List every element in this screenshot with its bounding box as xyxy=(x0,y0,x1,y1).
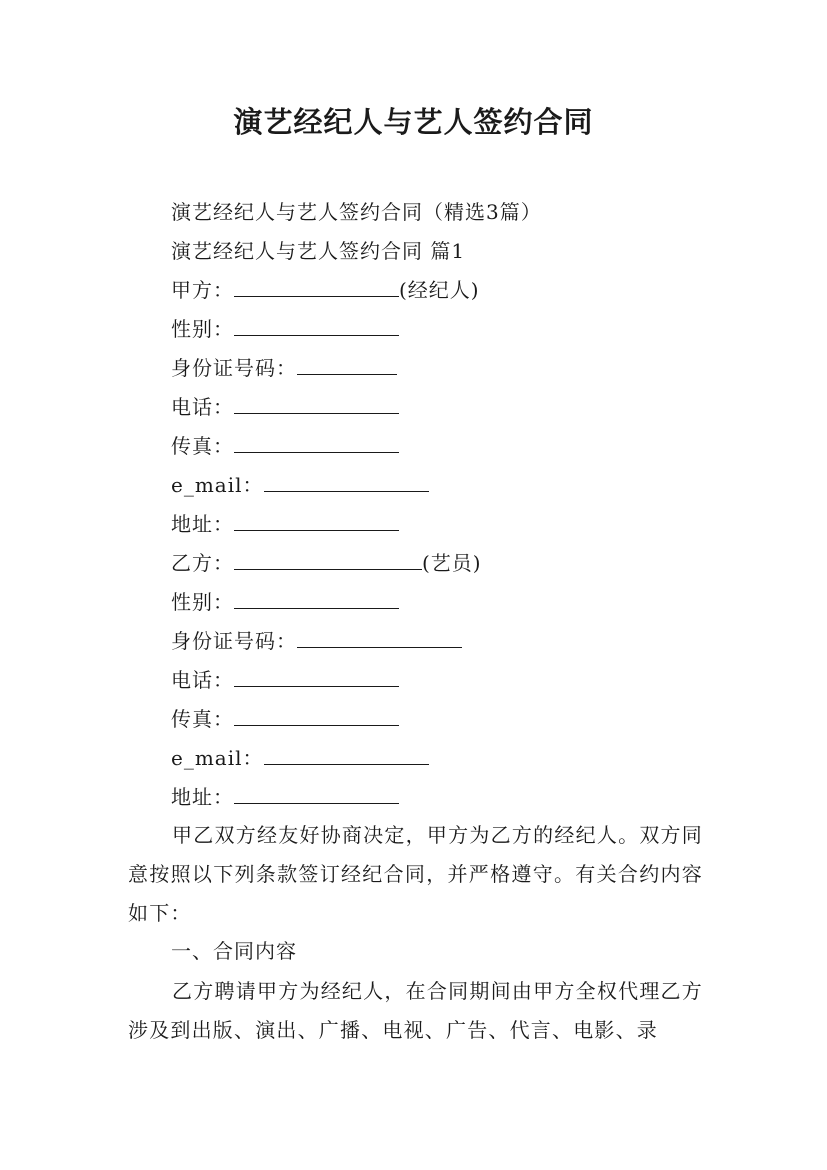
party-a-address-line xyxy=(171,509,399,539)
party-a-phone-blank xyxy=(234,392,399,414)
clause-1-heading: 一、合同内容 xyxy=(171,939,297,963)
party-b-line xyxy=(171,548,482,578)
party-b-gender-label: 性别： xyxy=(171,590,234,614)
party-b-gender-line xyxy=(171,587,399,617)
party-b-address-label: 地址： xyxy=(171,785,234,809)
party-b-email-label: e_mail： xyxy=(171,746,264,770)
party-b-id-line xyxy=(171,626,462,656)
party-a-address-label: 地址： xyxy=(171,512,234,536)
party-a-fax-line xyxy=(171,431,399,461)
section-heading: 演艺经纪人与艺人签约合同 篇1 xyxy=(171,239,466,263)
party-b-blank xyxy=(234,548,422,570)
document-title: 演艺经纪人与艺人签约合同 xyxy=(233,105,594,139)
party-a-phone-label: 电话： xyxy=(171,395,234,419)
party-a-gender-label: 性别： xyxy=(171,317,234,341)
clause-1-paragraph: 乙方聘请甲方为经纪人，在合同期间由甲方全权代理乙方涉及到出版、演出、广播、电视、广告、代言、电影、录 xyxy=(128,979,703,1042)
party-a-id-blank xyxy=(297,353,397,375)
party-b-phone-line xyxy=(171,665,399,695)
party-b-fax-blank xyxy=(234,704,399,726)
party-a-blank xyxy=(234,275,399,297)
party-a-label: 甲方： xyxy=(171,278,234,302)
party-b-label: 乙方： xyxy=(171,551,234,575)
party-a-email-blank xyxy=(264,470,429,492)
party-a-id-label: 身份证号码： xyxy=(171,356,297,380)
party-a-fax-label: 传真： xyxy=(171,434,234,458)
party-b-email-blank xyxy=(264,743,429,765)
intro-paragraph: 甲乙双方经友好协商决定，甲方为乙方的经纪人。双方同意按照以下列条款签订经纪合同，并严格遵守。有关合约内容如下： xyxy=(128,823,703,925)
party-a-email-label: e_mail： xyxy=(171,473,264,497)
party-a-suffix: (经纪人) xyxy=(399,278,480,302)
party-a-gender-blank xyxy=(234,314,399,336)
party-b-id-blank xyxy=(297,626,462,648)
party-a-email-line xyxy=(171,470,429,500)
party-b-suffix: (艺员) xyxy=(422,551,482,575)
party-b-phone-blank xyxy=(234,665,399,687)
party-a-id-line xyxy=(171,353,397,383)
party-b-phone-label: 电话： xyxy=(171,668,234,692)
party-b-fax-label: 传真： xyxy=(171,707,234,731)
party-b-address-line xyxy=(171,782,399,812)
party-a-phone-line xyxy=(171,392,399,422)
party-b-fax-line xyxy=(171,704,399,734)
party-b-address-blank xyxy=(234,782,399,804)
party-a-gender-line xyxy=(171,314,399,344)
party-a-address-blank xyxy=(234,509,399,531)
party-b-gender-blank xyxy=(234,587,399,609)
party-a-line xyxy=(171,275,480,305)
subtitle: 演艺经纪人与艺人签约合同（精选3篇） xyxy=(171,200,542,224)
party-b-id-label: 身份证号码： xyxy=(171,629,297,653)
party-a-fax-blank xyxy=(234,431,399,453)
party-b-email-line xyxy=(171,743,429,773)
